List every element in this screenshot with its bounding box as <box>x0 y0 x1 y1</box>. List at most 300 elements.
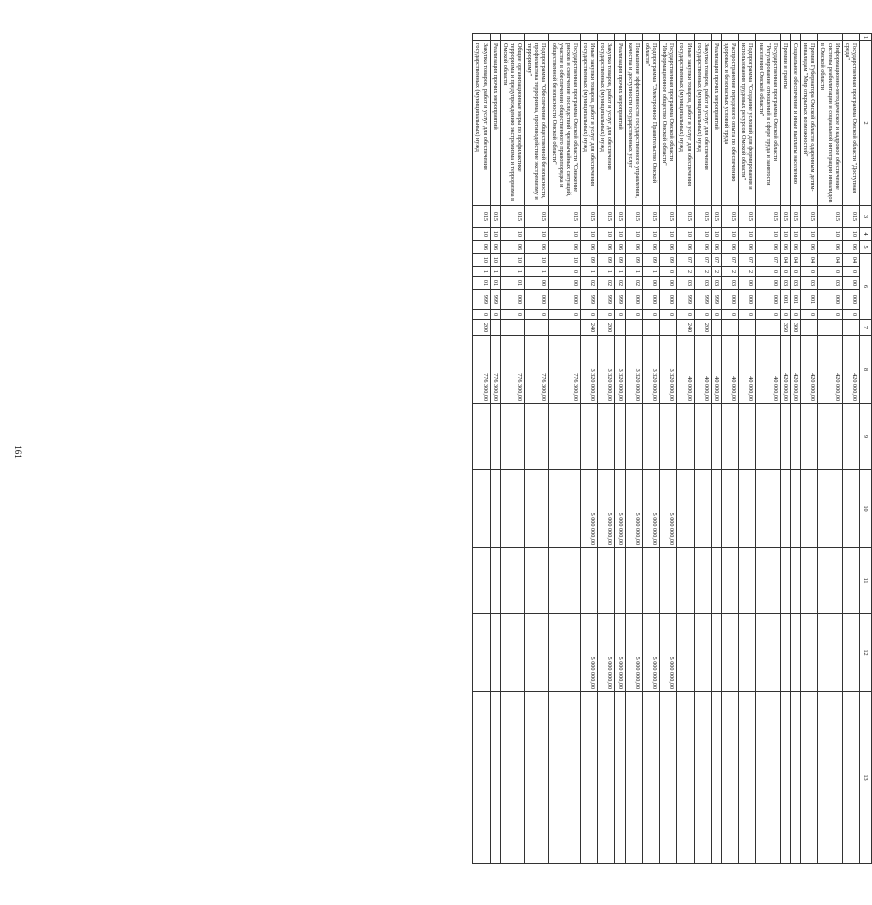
cell-c13 <box>711 692 721 864</box>
cell-c9 <box>711 404 721 470</box>
cell-c13 <box>490 692 500 864</box>
cell-c3: 015 <box>490 206 500 228</box>
cell-p2: 1 <box>615 267 625 277</box>
cell-name: Подпрограмма "Электронное Правительство Омской области" <box>642 41 659 206</box>
cell-c7 <box>711 320 721 336</box>
cell-c3: 015 <box>642 206 659 228</box>
cell-c8: 776 300,00 <box>473 336 490 404</box>
cell-p4: 999 <box>490 290 500 310</box>
cell-c5: 06 <box>791 241 801 254</box>
cell-c11 <box>660 548 677 614</box>
cell-c8: 3 320 000,00 <box>598 336 615 404</box>
cell-c12 <box>842 614 859 692</box>
cell-c4: 10 <box>660 228 677 241</box>
cell-c12 <box>801 614 818 692</box>
header-cell: 13 <box>860 692 872 864</box>
cell-c10 <box>842 470 859 548</box>
cell-n <box>490 34 500 41</box>
cell-p1: 07 <box>722 254 739 267</box>
cell-c9 <box>801 404 818 470</box>
cell-c12 <box>711 614 721 692</box>
cell-c11 <box>739 548 756 614</box>
cell-c9 <box>525 404 549 470</box>
cell-c13 <box>598 692 615 864</box>
cell-p4: 000 <box>500 290 524 310</box>
cell-p2: 0 <box>818 267 842 277</box>
cell-p3: 03 <box>801 277 818 290</box>
cell-n <box>598 34 615 41</box>
cell-c12 <box>694 614 711 692</box>
cell-c13 <box>473 692 490 864</box>
cell-c11 <box>549 548 581 614</box>
cell-c9 <box>694 404 711 470</box>
table-row <box>694 34 711 864</box>
cell-c5: 06 <box>549 241 581 254</box>
cell-p2: 1 <box>598 267 615 277</box>
cell-p2: 0 <box>791 267 801 277</box>
cell-c9 <box>780 404 790 470</box>
cell-c9 <box>677 404 694 470</box>
cell-c9 <box>625 404 642 470</box>
cell-p5: 0 <box>625 310 642 320</box>
cell-c9 <box>549 404 581 470</box>
cell-name: Государственная программа Омской области "Доступная среда" <box>842 41 859 206</box>
cell-p3: 00 <box>549 277 581 290</box>
cell-p4: 001 <box>780 290 790 310</box>
cell-c13 <box>722 692 739 864</box>
cell-p2: 0 <box>780 267 790 277</box>
cell-c10: 5 000 000,00 <box>660 470 677 548</box>
cell-p5: 0 <box>598 310 615 320</box>
cell-n <box>694 34 711 41</box>
cell-c9 <box>842 404 859 470</box>
cell-n <box>525 34 549 41</box>
cell-c12 <box>756 614 780 692</box>
cell-p5: 0 <box>677 310 694 320</box>
cell-c10 <box>791 470 801 548</box>
cell-c10 <box>711 470 721 548</box>
cell-p3: 02 <box>598 277 615 290</box>
cell-p2: 1 <box>525 267 549 277</box>
cell-c4: 10 <box>490 228 500 241</box>
cell-c12 <box>549 614 581 692</box>
cell-c13 <box>677 692 694 864</box>
cell-c12: 5 000 000,00 <box>598 614 615 692</box>
cell-p1: 07 <box>756 254 780 267</box>
cell-p1: 09 <box>581 254 598 267</box>
table-row <box>660 34 677 864</box>
cell-p2: 1 <box>500 267 524 277</box>
cell-n <box>500 34 524 41</box>
cell-p1: 10 <box>473 254 490 267</box>
cell-c4: 10 <box>500 228 524 241</box>
cell-p2: 0 <box>549 267 581 277</box>
table-row <box>756 34 780 864</box>
cell-n <box>801 34 818 41</box>
header-cell: 2 <box>860 41 872 206</box>
cell-c7: 200 <box>694 320 711 336</box>
cell-c11 <box>780 548 790 614</box>
cell-c10 <box>500 470 524 548</box>
cell-n <box>818 34 842 41</box>
cell-c7 <box>756 320 780 336</box>
cell-p1: 10 <box>525 254 549 267</box>
cell-c12: 5 000 000,00 <box>615 614 625 692</box>
table-row <box>791 34 801 864</box>
cell-c4: 10 <box>615 228 625 241</box>
cell-c4: 10 <box>625 228 642 241</box>
cell-name: Иные закупки товаров, работ и услуг для обеспечения государственных (муниципальных) нужд <box>581 41 598 206</box>
header-cell: 5 <box>860 241 872 254</box>
cell-c5: 06 <box>677 241 694 254</box>
cell-c11 <box>677 548 694 614</box>
cell-name: Государственная программа Омской области "Информационное общество Омской области" <box>660 41 677 206</box>
cell-c13 <box>791 692 801 864</box>
cell-p2: 1 <box>490 267 500 277</box>
cell-c12 <box>722 614 739 692</box>
cell-c12: 5 000 000,00 <box>581 614 598 692</box>
cell-name: Премии и гранты <box>780 41 790 206</box>
cell-c11 <box>791 548 801 614</box>
cell-p3: 00 <box>739 277 756 290</box>
cell-c13 <box>801 692 818 864</box>
cell-c13 <box>694 692 711 864</box>
cell-p5: 0 <box>615 310 625 320</box>
cell-c7 <box>615 320 625 336</box>
cell-c13 <box>818 692 842 864</box>
cell-c7: 300 <box>791 320 801 336</box>
cell-p1: 09 <box>625 254 642 267</box>
cell-c5: 06 <box>722 241 739 254</box>
cell-c13 <box>581 692 598 864</box>
cell-p5: 0 <box>642 310 659 320</box>
cell-n <box>739 34 756 41</box>
cell-c5: 06 <box>842 241 859 254</box>
cell-p1: 07 <box>694 254 711 267</box>
table-row <box>525 34 549 864</box>
cell-p1: 04 <box>818 254 842 267</box>
cell-n <box>660 34 677 41</box>
cell-p3: 01 <box>490 277 500 290</box>
cell-p1: 10 <box>549 254 581 267</box>
cell-p1: 10 <box>500 254 524 267</box>
cell-c4: 10 <box>711 228 721 241</box>
cell-c8: 420 000,00 <box>780 336 790 404</box>
cell-c4: 10 <box>818 228 842 241</box>
cell-c5: 06 <box>473 241 490 254</box>
cell-c7 <box>801 320 818 336</box>
cell-p3: 01 <box>500 277 524 290</box>
table-row <box>615 34 625 864</box>
cell-p1: 09 <box>615 254 625 267</box>
cell-c8: 420 000,00 <box>842 336 859 404</box>
cell-c3: 015 <box>780 206 790 228</box>
table-row <box>642 34 659 864</box>
cell-p1: 07 <box>739 254 756 267</box>
cell-p3: 02 <box>625 277 642 290</box>
cell-c5: 06 <box>581 241 598 254</box>
cell-c11 <box>473 548 490 614</box>
header-cell: 3 <box>860 206 872 228</box>
cell-name: Реализация прочих мероприятий <box>711 41 721 206</box>
cell-p5: 0 <box>660 310 677 320</box>
cell-p5: 0 <box>801 310 818 320</box>
cell-c5: 06 <box>711 241 721 254</box>
cell-c4: 10 <box>677 228 694 241</box>
cell-p3: 01 <box>473 277 490 290</box>
cell-c7 <box>722 320 739 336</box>
cell-p3: 00 <box>642 277 659 290</box>
cell-p2: 2 <box>694 267 711 277</box>
cell-c7 <box>549 320 581 336</box>
cell-p2: 0 <box>756 267 780 277</box>
cell-p5: 0 <box>549 310 581 320</box>
cell-p4: 000 <box>722 290 739 310</box>
cell-p1: 04 <box>842 254 859 267</box>
cell-c11 <box>598 548 615 614</box>
table-row <box>490 34 500 864</box>
cell-c8: 40 000,00 <box>694 336 711 404</box>
cell-c9 <box>818 404 842 470</box>
cell-p2: 2 <box>722 267 739 277</box>
cell-c8: 776 300,00 <box>500 336 524 404</box>
cell-c12 <box>473 614 490 692</box>
cell-c3: 015 <box>660 206 677 228</box>
cell-c5: 06 <box>694 241 711 254</box>
cell-c8: 40 000,00 <box>739 336 756 404</box>
table-row <box>598 34 615 864</box>
cell-p5: 0 <box>525 310 549 320</box>
cell-c11 <box>525 548 549 614</box>
cell-c8: 3 320 000,00 <box>625 336 642 404</box>
cell-c12 <box>500 614 524 692</box>
cell-p1: 04 <box>801 254 818 267</box>
cell-p3: 02 <box>615 277 625 290</box>
cell-p4: 999 <box>694 290 711 310</box>
cell-c7: 200 <box>473 320 490 336</box>
cell-c10 <box>525 470 549 548</box>
cell-name: Иные закупки товаров, работ и услуг для обеспечения государственных (муниципальных) нужд <box>677 41 694 206</box>
cell-c4: 10 <box>722 228 739 241</box>
cell-p2: 1 <box>473 267 490 277</box>
cell-c9 <box>642 404 659 470</box>
cell-name: Закупка товаров, работ и услуг для обеспечения государственных (муниципальных) нужд <box>473 41 490 206</box>
cell-c11 <box>642 548 659 614</box>
cell-c12 <box>677 614 694 692</box>
cell-p1: 04 <box>791 254 801 267</box>
cell-c4: 10 <box>473 228 490 241</box>
cell-p1: 04 <box>780 254 790 267</box>
cell-p4: 000 <box>756 290 780 310</box>
cell-c10 <box>818 470 842 548</box>
cell-p5: 0 <box>473 310 490 320</box>
cell-c13 <box>780 692 790 864</box>
cell-p2: 2 <box>711 267 721 277</box>
table-row <box>722 34 739 864</box>
cell-c11 <box>756 548 780 614</box>
cell-c9 <box>490 404 500 470</box>
cell-p3: 03 <box>694 277 711 290</box>
cell-c11 <box>801 548 818 614</box>
cell-p2: 2 <box>739 267 756 277</box>
cell-c10 <box>549 470 581 548</box>
table-row <box>780 34 790 864</box>
cell-p4: 001 <box>801 290 818 310</box>
cell-c9 <box>581 404 598 470</box>
cell-name: Закупка товаров, работ и услуг для обеспечения государственных (муниципальных) нужд <box>598 41 615 206</box>
cell-c10: 5 000 000,00 <box>598 470 615 548</box>
cell-c8: 420 000,00 <box>791 336 801 404</box>
cell-name: Государственная программа Омской области "Снижение рисков и смягчение последствий чрезвычайных ситуаций, участие в обеспечении общественного правопорядка и общественной безопасности Омской области" <box>549 41 581 206</box>
cell-c4: 10 <box>791 228 801 241</box>
cell-p4: 000 <box>660 290 677 310</box>
cell-c8: 776 300,00 <box>549 336 581 404</box>
cell-p5: 0 <box>780 310 790 320</box>
cell-c8: 3 320 000,00 <box>581 336 598 404</box>
cell-c11 <box>842 548 859 614</box>
cell-p3: 03 <box>711 277 721 290</box>
cell-p5: 0 <box>490 310 500 320</box>
cell-p4: 999 <box>677 290 694 310</box>
cell-c10: 5 000 000,00 <box>615 470 625 548</box>
cell-c12 <box>780 614 790 692</box>
cell-c7 <box>660 320 677 336</box>
header-row <box>860 34 872 864</box>
cell-c5: 06 <box>739 241 756 254</box>
cell-c8: 3 320 000,00 <box>642 336 659 404</box>
cell-c11 <box>711 548 721 614</box>
cell-c9 <box>473 404 490 470</box>
cell-c11 <box>490 548 500 614</box>
cell-name: Подпрограмма "Создание условий для формирования и использования трудовых ресурсов Омской области" <box>739 41 756 206</box>
cell-p1: 10 <box>490 254 500 267</box>
cell-n <box>711 34 721 41</box>
cell-n <box>780 34 790 41</box>
cell-p5: 0 <box>756 310 780 320</box>
cell-c8: 40 000,00 <box>756 336 780 404</box>
cell-p2: 1 <box>642 267 659 277</box>
page-number: 161 <box>13 445 23 459</box>
cell-p5: 0 <box>791 310 801 320</box>
cell-p4: 999 <box>711 290 721 310</box>
cell-c4: 10 <box>581 228 598 241</box>
cell-n <box>756 34 780 41</box>
cell-c5: 06 <box>490 241 500 254</box>
cell-c4: 10 <box>801 228 818 241</box>
cell-c13 <box>500 692 524 864</box>
cell-c5: 06 <box>756 241 780 254</box>
cell-c7: 240 <box>677 320 694 336</box>
cell-name: Повышение эффективности государственного управления, качества и доступности государственных услуг <box>625 41 642 206</box>
cell-c3: 015 <box>722 206 739 228</box>
cell-name: Реализация прочих мероприятий <box>615 41 625 206</box>
cell-p5: 0 <box>694 310 711 320</box>
cell-c8: 3 320 000,00 <box>615 336 625 404</box>
cell-c3: 015 <box>842 206 859 228</box>
cell-c10 <box>756 470 780 548</box>
cell-c10 <box>780 470 790 548</box>
cell-c8: 40 000,00 <box>722 336 739 404</box>
cell-c9 <box>615 404 625 470</box>
cell-c11 <box>581 548 598 614</box>
table-row <box>842 34 859 864</box>
table-row <box>625 34 642 864</box>
cell-c7 <box>625 320 642 336</box>
cell-c7: 240 <box>581 320 598 336</box>
cell-p1: 09 <box>660 254 677 267</box>
cell-c9 <box>660 404 677 470</box>
cell-p3: 02 <box>581 277 598 290</box>
cell-p2: 0 <box>842 267 859 277</box>
cell-c3: 015 <box>549 206 581 228</box>
cell-c5: 06 <box>500 241 524 254</box>
cell-c13 <box>625 692 642 864</box>
header-cell: 10 <box>860 470 872 548</box>
cell-c3: 015 <box>615 206 625 228</box>
cell-n <box>677 34 694 41</box>
cell-c3: 015 <box>801 206 818 228</box>
cell-c5: 06 <box>801 241 818 254</box>
cell-p1: 09 <box>642 254 659 267</box>
cell-c9 <box>500 404 524 470</box>
cell-p5: 0 <box>818 310 842 320</box>
budget-table <box>472 33 872 864</box>
cell-c7 <box>842 320 859 336</box>
cell-c12 <box>791 614 801 692</box>
cell-p4: 000 <box>842 290 859 310</box>
cell-n <box>549 34 581 41</box>
cell-p5: 0 <box>722 310 739 320</box>
cell-p4: 000 <box>525 290 549 310</box>
cell-c5: 06 <box>780 241 790 254</box>
cell-p5: 0 <box>500 310 524 320</box>
cell-n <box>615 34 625 41</box>
cell-p2: 1 <box>625 267 642 277</box>
cell-c10: 5 000 000,00 <box>581 470 598 548</box>
cell-c3: 015 <box>711 206 721 228</box>
table-row <box>818 34 842 864</box>
cell-name: Реализация прочих мероприятий <box>490 41 500 206</box>
cell-name: Премия Губернатора Омской области одаренным детям-инвалидам "Мир открытых возможностей" <box>801 41 818 206</box>
cell-c8: 40 000,00 <box>711 336 721 404</box>
cell-c4: 10 <box>694 228 711 241</box>
cell-c7: 200 <box>598 320 615 336</box>
cell-c12: 5 000 000,00 <box>660 614 677 692</box>
header-cell: 8 <box>860 336 872 404</box>
cell-p4: 999 <box>473 290 490 310</box>
cell-p5: 0 <box>711 310 721 320</box>
cell-c4: 10 <box>549 228 581 241</box>
cell-c13 <box>660 692 677 864</box>
cell-name: Информационно-методическое и кадровое обеспечение системы реабилитации и социальной интеграции инвалидов в Омской области <box>818 41 842 206</box>
cell-p3: 00 <box>525 277 549 290</box>
cell-c4: 10 <box>525 228 549 241</box>
cell-c3: 015 <box>500 206 524 228</box>
cell-c13 <box>615 692 625 864</box>
cell-c12 <box>818 614 842 692</box>
cell-c8: 420 000,00 <box>818 336 842 404</box>
cell-c11 <box>500 548 524 614</box>
cell-c7 <box>739 320 756 336</box>
cell-c5: 06 <box>818 241 842 254</box>
cell-name: Распространение передового опыта по обеспечению здоровых и безопасных условий труда <box>722 41 739 206</box>
cell-c4: 10 <box>842 228 859 241</box>
cell-p4: 000 <box>642 290 659 310</box>
cell-c5: 06 <box>625 241 642 254</box>
table-row <box>711 34 721 864</box>
cell-c7 <box>642 320 659 336</box>
cell-name: Социальное обеспечение и иные выплаты населению <box>791 41 801 206</box>
